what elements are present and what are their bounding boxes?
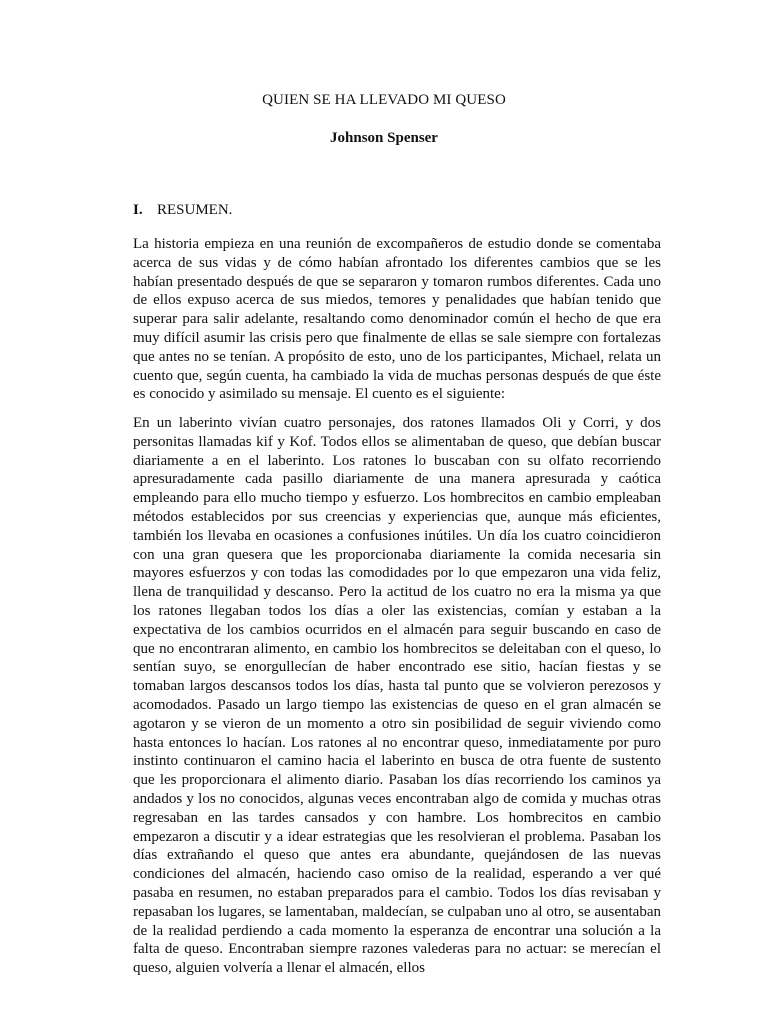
section-title: RESUMEN. — [157, 202, 233, 218]
section-heading — [133, 200, 232, 220]
paragraph-story: En un laberinto vivían cuatro personajes, dos ratones llamados Oli y Corri, y dos personitas llamadas kif y Kof. Todos ellos se alimentaban de queso, que debían buscar diariamente a en el laberinto. Los ratones lo buscaban con su olfato recorriendo apresuradamente cada pasillo diariamente de una manera apresurada y caótica empleando para ello mucho tiempo y esfuerzo. Los hombrecitos en cambio empleaban métodos establecidos por sus creencias y experiencias que, aunque más eficientes, también los llevaba en ocasiones a confusiones inútiles. Un día los cuatro coincidieron con una gran quesera que les proporcionaba diariamente la comida necesaria sin mayores esfuerzos y con todas las comodidades por lo que empezaron una vida feliz, llena de tranquilidad y descanso. Pero la actitud de los cuatro no era la misma ya que los ratones llegaban todos los días a oler las existencias, comían y estaban a la expectativa de los cambios ocurridos en el almacén para seguir buscando en caso de que no encontraran alimento, en cambio los hombrecitos se deleitaban con el queso, lo sentían suyo, se enorgullecían de haber encontrado ese sitio, hacían fiestas y se tomaban largos descansos todos los días, hasta tal punto que se volvieron perezosos y acomodados. Pasado un largo tiempo las existencias de queso en el gran almacén se agotaron y se vieron de un momento a otro sin posibilidad de seguir viviendo como hasta entonces lo hacían. Los ratones al no encontrar queso, inmediatamente por puro instinto continuaron el camino hacia el laberinto en busca de otra fuente de sustento que les proporcionara el alimento diario. Pasaban los días recorriendo los caminos ya andados y los no conocidos, algunas veces encontraban algo de comida y muchas otras regresaban en las tardes cansados y con hambre. Los hombrecitos en cambio empezaron a discutir y a idear estrategias que les resolvieran el problema. Pasaban los días extrañando el queso que antes era abundante, quejándosen de las nuevas condiciones del almacén, haciendo caso omiso de la realidad, esperando a ver qué pasaba en resumen, no estaban preparados para el cambio. Todos los días revisaban y repasaban los lugares, se lamentaban, maldecían, se culpaban uno al otro, se ausentaban de la realidad perdiendo a cada momento la esperanza de encontrar una solución a la falta de queso. Encontraban siempre razones valederas para no actuar: se merecían el queso, alguien volvería a llenar el almacén, ellos — [133, 415, 661, 977]
section-number: I. — [133, 202, 143, 218]
paragraph-intro: La historia empieza en una reunión de excompañeros de estudio donde se comentaba acerca de sus vidas y de cómo habían afrontado los diferentes cambios que se les habían presentado después de que se separaron y tomaron rumbos diferentes. Cada uno de ellos expuso acerca de sus miedos, temores y penalidades que habían tenido que superar para salir adelante, resaltando como denominador común el hecho de que era muy difícil asumir las crisis pero que finalmente de ellas se sale siempre con fortalezas que antes no se tenían. A propósito de esto, uno de los participantes, Michael, relata un cuento que, según cuenta, ha cambiado la vida de muchas personas después de que éste es conocido y asimilado su mensaje. El cuento es el siguiente: — [133, 236, 661, 403]
document-author: Johnson Spenser — [330, 130, 438, 146]
document-title: QUIEN SE HA LLEVADO MI QUESO — [262, 92, 506, 108]
